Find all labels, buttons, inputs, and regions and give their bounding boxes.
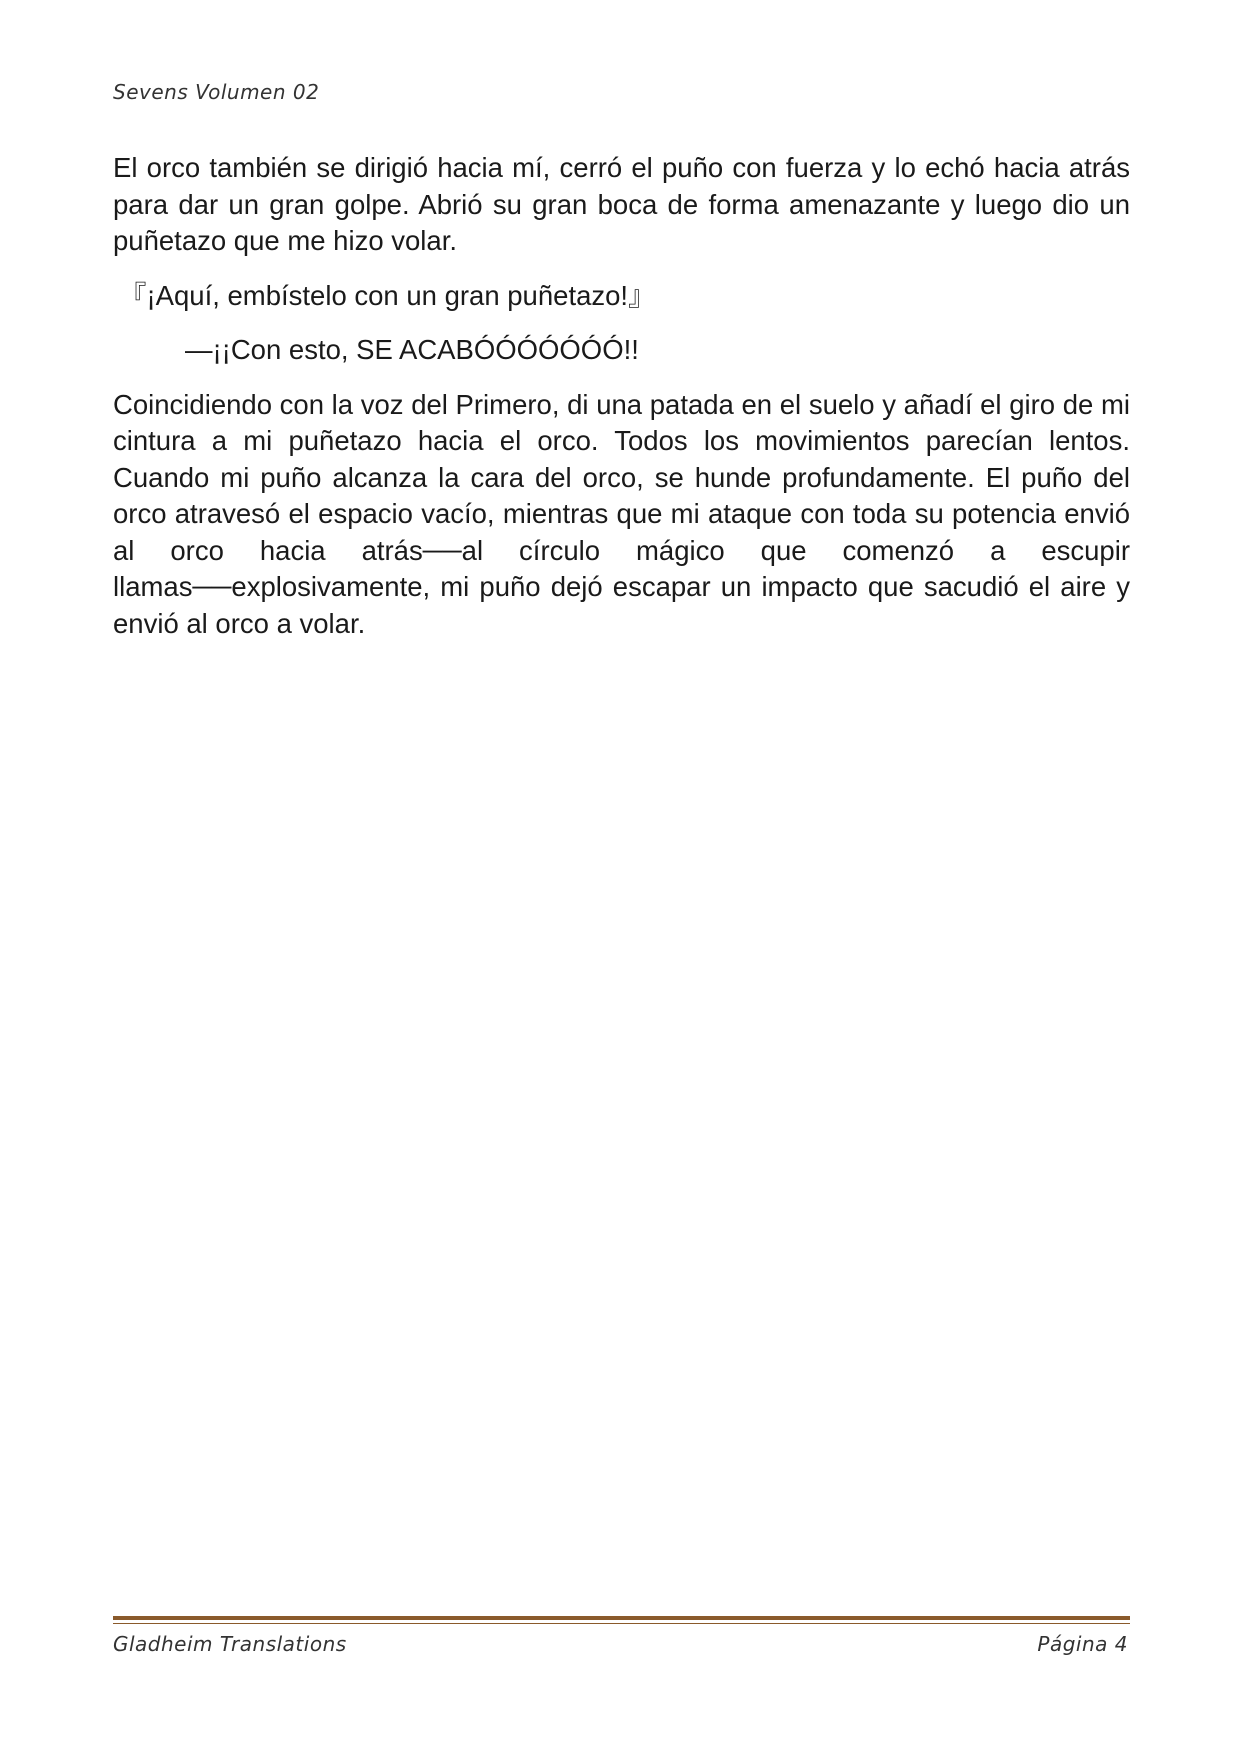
dialogue-line: 『¡Aquí, embístelo con un gran puñetazo!』 bbox=[119, 279, 656, 311]
running-header: Sevens Volumen 02 bbox=[113, 80, 320, 104]
paragraph: El orco también se dirigió hacia mí, cerró el puño con fuerza y lo echó hacia atrás para dar un gran golpe. Abrió su gran boca de forma amenazante y luego dio un puñetazo que me hizo volar. bbox=[113, 152, 1130, 256]
dialogue-line: —¡¡Con esto, SE ACABÓÓÓÓÓÓÓ!! bbox=[185, 334, 639, 365]
body-text bbox=[113, 150, 1130, 660]
paragraph: Coincidiendo con la voz del Primero, di una patada en el suelo y añadí el giro de mi cintura a mi puñetazo hacia el orco. Todos los movimientos parecían lentos. Cuando mi puño alcanza la cara del orco, se hunde profundamente. El puño del orco atravesó el espacio vacío, mientras que mi ataque con toda su potencia envió al orco hacia atrás──al círculo mágico que comenzó a escupir llamas──explosivamente, mi puño dejó escapar un impacto que sacudió el aire y envió al orco a volar. bbox=[113, 388, 1130, 639]
footer-divider-thin bbox=[113, 1623, 1130, 1624]
footer-credit: Gladheim Translations bbox=[113, 1632, 347, 1656]
page-number: Página 4 bbox=[1037, 1632, 1128, 1656]
footer-divider bbox=[113, 1616, 1130, 1620]
